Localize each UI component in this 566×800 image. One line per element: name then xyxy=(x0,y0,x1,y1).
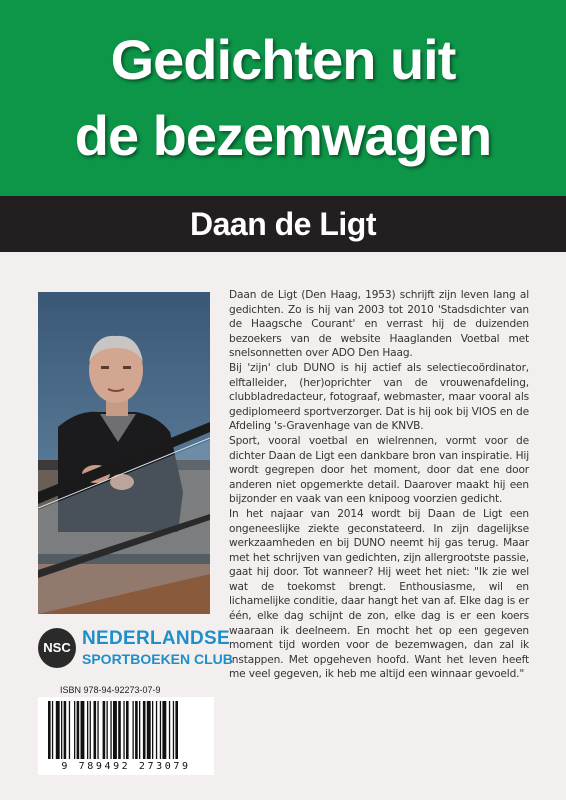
nsc-logo-text: NSC xyxy=(43,640,71,655)
author-band xyxy=(0,196,566,252)
barcode-bar xyxy=(61,701,62,759)
isbn-label: ISBN 978-94-92273-07-9 xyxy=(60,685,161,695)
barcode-bar xyxy=(160,701,161,759)
barcode-bar xyxy=(64,701,67,759)
barcode-bar xyxy=(56,701,60,759)
blurb-paragraph-4: In het najaar van 2014 wordt bij Daan de Ligt een ongeneeslijke ziekte geconstateerd. In zijn dagelijkse werkzaamheden en bij DUNO neemt hij gas terug. Maar met het schrijven van gedichten, zijn allergrootste passie, gaat hij door. Tot wanneer? Hij weet het niet: "Ik zie wel wat de toekomst brengt. Enthousiasme, wil en lichamelijke conditie, daar hangt het van af. Elke dag is er één, elke dag schijnt de zon, elke dag is er een koers waaraan ik deelneem. En mocht het op een gegeven moment tijd worden voor de bezemwagen, dan zal ik instappen. Met opgeheven hoofd. Want het leven heeft me veel gegeven, ik heb me altijd een winnaar gevoeld." xyxy=(229,507,529,681)
barcode-bar xyxy=(74,701,75,759)
author-photo-illustration xyxy=(38,292,210,614)
barcode-bar xyxy=(69,701,70,759)
blurb-paragraph-1: Daan de Ligt (Den Haag, 1953) schrijft zijn leven lang al gedichten. Zo is hij van 2003 tot 2010 'Stadsdichter van de Haagsche Courant' en verrast hij de duizenden bezoekers van de website Haaglanden Voetbal met snelsonnetten over ADO Den Haag. xyxy=(229,289,529,360)
barcode-digits: 9 789492 273079 xyxy=(61,761,191,772)
barcode-bar xyxy=(135,701,138,759)
barcode-bar xyxy=(133,701,134,759)
book-title-line-2: de bezemwagen xyxy=(74,104,492,167)
publisher-name-line-2: SPORTBOEKEN CLUB xyxy=(82,651,233,667)
barcode-icon xyxy=(38,697,214,775)
author-name: Daan de Ligt xyxy=(189,206,376,242)
barcode-bar xyxy=(110,701,111,759)
barcode-bar xyxy=(103,701,106,759)
author-photo xyxy=(38,292,210,614)
blurb-paragraph-3: Sport, vooral voetbal en wielrennen, vormt voor de dichter Daan de Ligt een dankbare bron van inspiratie. Hij wordt gegrepen door het moment, door dat ene door anderen niet opgemerkte detail. Daarover maakt hij een bijzonder en vaak van een knipoog voorzien gedicht. xyxy=(229,434,529,506)
barcode-bar xyxy=(52,701,53,759)
barcode-bar xyxy=(118,701,121,759)
barcode-bar xyxy=(147,701,151,759)
barcode-bar xyxy=(175,701,178,759)
barcode-bar xyxy=(113,701,117,759)
barcode-bar xyxy=(81,701,85,759)
publisher-logo xyxy=(38,628,233,672)
barcode-bar xyxy=(143,701,146,759)
title-band xyxy=(0,0,566,196)
barcode-bar xyxy=(90,701,91,759)
barcode-bar xyxy=(107,701,108,759)
barcode-bar xyxy=(94,701,97,759)
barcode-bar xyxy=(77,701,80,759)
barcode-bar xyxy=(87,701,88,759)
back-cover-blurb xyxy=(229,288,529,682)
barcode-bar xyxy=(173,701,174,759)
barcode-bar xyxy=(97,701,98,759)
blurb-paragraph-2: Bij 'zijn' club DUNO is hij actief als selectiecoördinator, elftalleider, (her)oprichter van de vrouwenafdeling, clubbladredacteur, fotograaf, webmaster, maar vooral als gediplomeerd sportverzorger. Dat is hij ook bij VIOS en de Afdeling 's-Gravenhage van de KNVB. xyxy=(229,361,529,433)
barcode-bar xyxy=(152,701,153,759)
barcode-bar xyxy=(48,701,51,759)
barcode-bar xyxy=(162,701,166,759)
nsc-logo-icon xyxy=(38,628,76,668)
publisher-name-line-1: NEDERLANDSE xyxy=(82,628,230,649)
barcode-bar xyxy=(156,701,157,759)
barcode-bar xyxy=(139,701,140,759)
barcode-bar xyxy=(123,701,124,759)
barcode-bar xyxy=(169,701,170,759)
barcode-bar xyxy=(126,701,129,759)
book-title-line-1: Gedichten uit xyxy=(110,28,456,91)
